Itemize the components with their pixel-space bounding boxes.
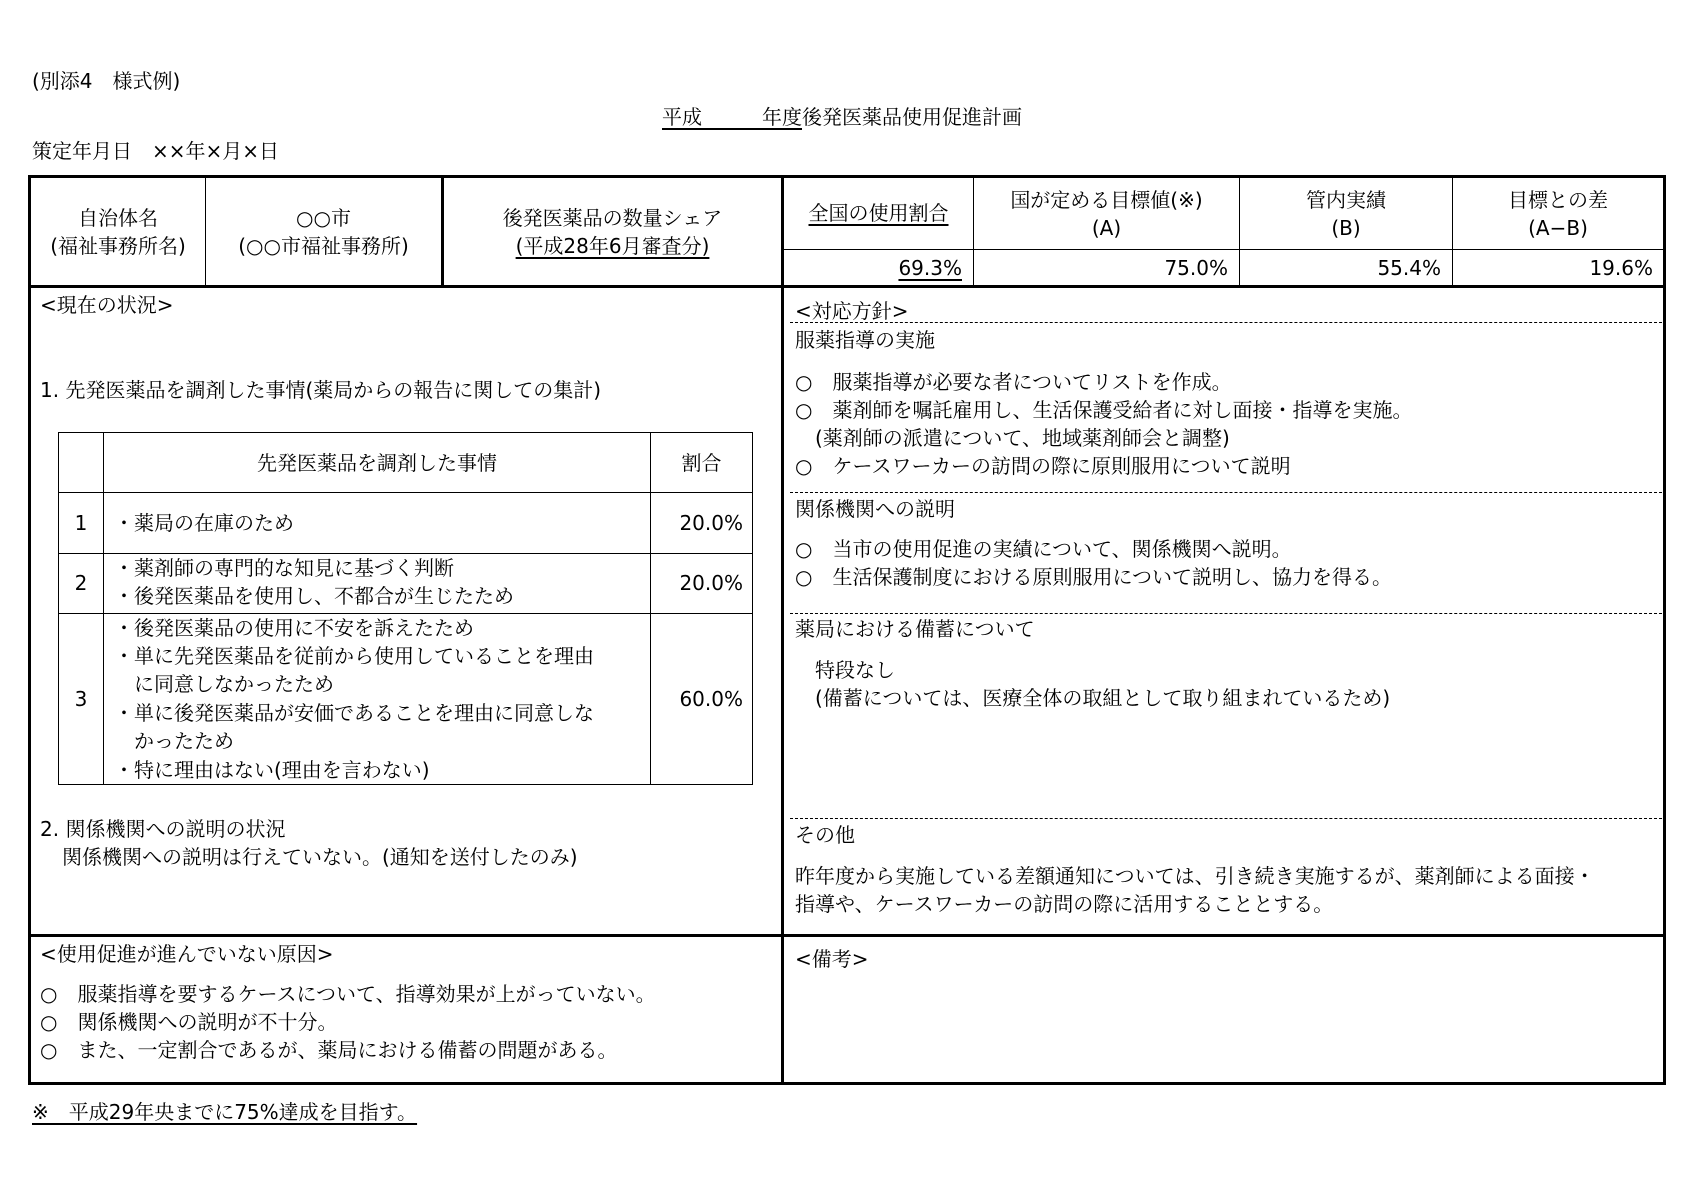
block-title: 薬局における備蓄について <box>795 617 1035 641</box>
block-line: ○ ケースワーカーの訪問の際に原則服用について説明 <box>795 454 1291 478</box>
document-title <box>662 103 1022 131</box>
row-number: 3 <box>74 687 88 711</box>
target-label <box>974 186 1239 242</box>
cause-item: ○ 服薬指導を要するケースについて、指導効果が上がっていない。 <box>40 982 656 1006</box>
cause-item: ○ また、一定割合であるが、薬局における備蓄の問題がある。 <box>40 1038 618 1062</box>
row-reason: に同意しなかったため <box>114 672 334 696</box>
row-reason: かったため <box>114 729 234 753</box>
block-line: 特段なし <box>795 658 895 682</box>
row-reason: ・後発医薬品を使用し、不都合が生じたため <box>114 584 514 608</box>
row-reason: ・特に理由はない(理由を言わない) <box>114 758 430 782</box>
national-ratio-value-text: 69.3% <box>898 256 962 280</box>
block-line: 昨年度から実施している差額通知については、引き続き実施するが、薬剤師による面接・ <box>795 864 1595 888</box>
row-number: 1 <box>74 511 88 535</box>
block-line: ○ 薬剤師を嘱託雇用し、生活保護受給者に対し面接・指導を実施。 <box>795 398 1413 422</box>
policy-heading: <対応方針> <box>795 299 909 323</box>
difference-label-line1: 目標との差 <box>1508 188 1608 212</box>
title-era: 平成 年度 <box>662 105 802 129</box>
actual-label-line1: 管内実績 <box>1306 188 1386 212</box>
difference-value: 19.6% <box>1589 256 1653 280</box>
attachment-label: (別添4 様式例) <box>32 69 181 93</box>
actual-label <box>1240 186 1452 242</box>
municipality-label-line1: 自治体名 <box>78 206 158 230</box>
share-label-line1: 後発医薬品の数量シェア <box>502 206 723 230</box>
actual-value: 55.4% <box>1377 256 1441 280</box>
national-ratio-value <box>784 254 962 282</box>
row-ratio: 20.0% <box>679 571 743 595</box>
target-value: 75.0% <box>1164 256 1228 280</box>
section2-heading: 2. 関係機関への説明の状況 <box>40 817 286 841</box>
section1-heading: 1. 先発医薬品を調剤した事情(薬局からの報告に関しての集計) <box>40 378 602 402</box>
row-ratio: 60.0% <box>679 687 743 711</box>
difference-label <box>1453 186 1663 242</box>
ratio-header: 割合 <box>681 451 722 475</box>
title-rest: 後発医薬品使用促進計画 <box>802 105 1022 129</box>
target-label-line1: 国が定める目標値(※) <box>1010 188 1203 212</box>
target-label-line2: (A) <box>1091 216 1122 240</box>
block-line: (薬剤師の派遣について、地域薬剤師会と調整) <box>795 426 1230 450</box>
national-ratio-label <box>784 199 973 227</box>
row-number: 2 <box>74 571 88 595</box>
row-ratio: 20.0% <box>679 511 743 535</box>
municipality-label <box>31 204 205 260</box>
difference-label-line2: (A−B) <box>1528 216 1588 240</box>
current-heading: <現在の状況> <box>40 293 174 317</box>
row-reason: ・単に後発医薬品が安価であることを理由に同意しな <box>114 701 594 725</box>
block-line: 指導や、ケースワーカーの訪問の際に活用することとする。 <box>795 892 1334 916</box>
municipality-value-line1: ○○市 <box>296 206 351 230</box>
footnote: ※ 平成29年央までに75%達成を目指す。 <box>32 1100 418 1124</box>
block-title: 服薬指導の実施 <box>795 328 935 352</box>
share-label-line2: (平成28年6月審査分) <box>515 234 710 258</box>
causes-heading: <使用促進が進んでいない原因> <box>40 942 334 966</box>
municipality-label-line2: (福祉事務所名) <box>50 234 186 258</box>
section2-text: 関係機関への説明は行えていない。(通知を送付したのみ) <box>62 845 578 869</box>
block-title: 関係機関への説明 <box>795 497 955 521</box>
block-title: その他 <box>795 823 855 847</box>
cause-item: ○ 関係機関への説明が不十分。 <box>40 1010 338 1034</box>
share-label <box>444 204 781 260</box>
block-line: ○ 服薬指導が必要な者についてリストを作成。 <box>795 370 1232 394</box>
date-label: 策定年月日 ××年×月×日 <box>32 139 280 163</box>
block-line: ○ 生活保護制度における原則服用について説明し、協力を得る。 <box>795 565 1393 589</box>
actual-label-line2: (B) <box>1331 216 1361 240</box>
remarks-heading: <備考> <box>795 947 869 971</box>
row-reason: ・薬局の在庫のため <box>114 511 294 535</box>
block-line: ○ 当市の使用促進の実績について、関係機関へ説明。 <box>795 537 1292 561</box>
municipality-value <box>206 204 441 260</box>
row-reason: ・薬剤師の専門的な知見に基づく判断 <box>114 556 454 580</box>
reasons-header: 先発医薬品を調剤した事情 <box>257 451 497 475</box>
row-reason: ・単に先発医薬品を従前から使用していることを理由 <box>114 644 594 668</box>
row-reason: ・後発医薬品の使用に不安を訴えたため <box>114 616 474 640</box>
block-line: (備蓄については、医療全体の取組として取り組まれているため) <box>795 686 1391 710</box>
national-ratio-label-text: 全国の使用割合 <box>808 201 949 225</box>
municipality-value-line2: (○○市福祉事務所) <box>238 234 409 258</box>
